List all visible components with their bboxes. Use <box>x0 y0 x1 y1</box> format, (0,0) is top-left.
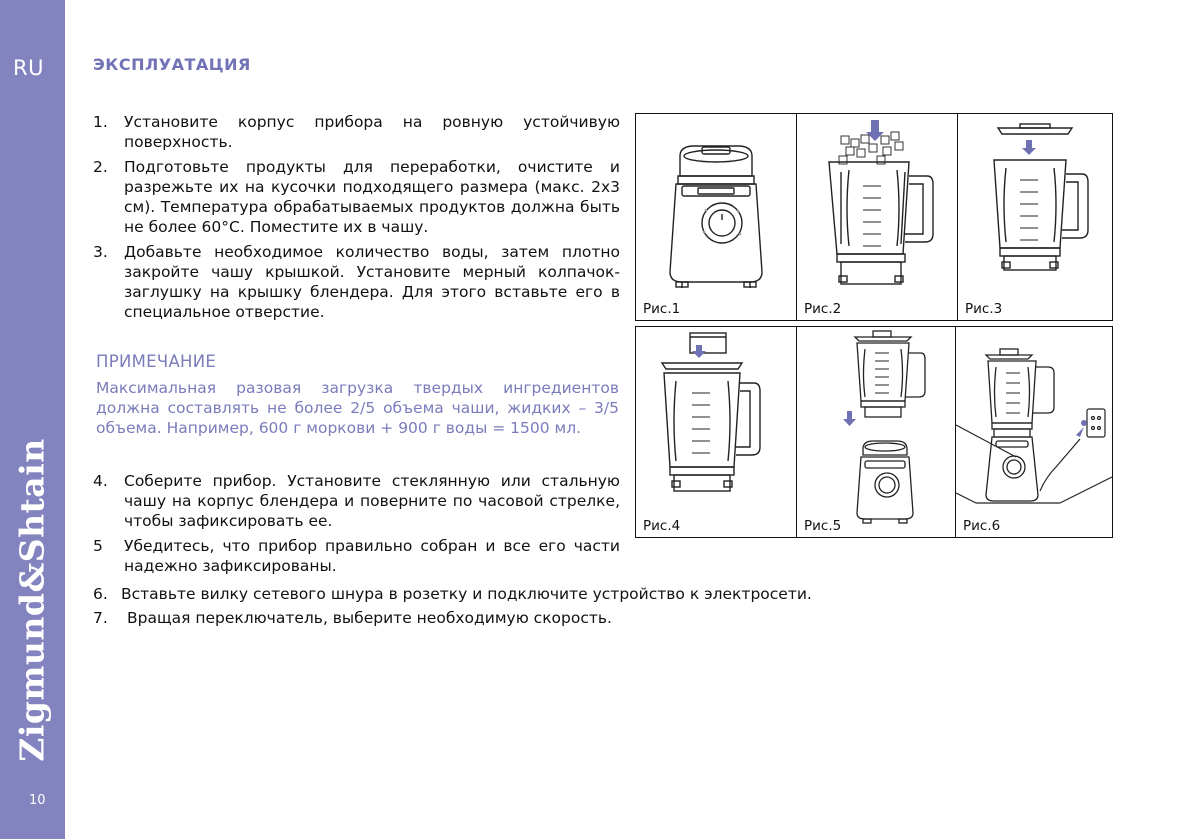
list-item <box>93 242 620 322</box>
list-item <box>93 536 620 576</box>
figure-caption: Рис.2 <box>804 301 842 317</box>
step-text: Вставьте вилку сетевого шнура в розетку и подключите устройство к электросети. <box>121 585 812 603</box>
steps-list <box>93 112 620 327</box>
section-title: ЭКСПЛУАТАЦИЯ <box>93 55 251 74</box>
figure-6 <box>955 326 1113 538</box>
figure-4 <box>635 326 798 538</box>
step-text: Установите корпус прибора на ровную устойчивую поверхность. <box>124 113 620 151</box>
figure-caption: Рис.4 <box>643 518 681 534</box>
jar-onto-base-icon <box>797 327 956 537</box>
figure-caption: Рис.6 <box>963 518 1001 534</box>
figure-5 <box>796 326 957 538</box>
list-item <box>93 609 612 627</box>
step-text: Вращая переключатель, выберите необходимую скорость. <box>127 609 612 627</box>
figure-2 <box>796 113 959 321</box>
note-text: Максимальная разовая загрузка твердых ингредиентов должна составлять не более 2/5 объема чаши, жидких – 3/5 объема. Например, 600 г моркови + 900 г воды = 1500 мл. <box>96 379 619 437</box>
step-text: Добавьте необходимое количество воды, затем плотно закройте чашу крышкой. Установите мерный колпачок-заглушку на крышку блендера. Для этого вставьте его в специальное отверстие. <box>124 243 620 321</box>
step-number: 4. <box>93 472 108 490</box>
figure-caption: Рис.3 <box>965 301 1003 317</box>
step-number: 6. <box>93 585 108 603</box>
figure-3 <box>957 113 1113 321</box>
brand-logo: Zigmund&Shtain <box>12 438 52 762</box>
step-number: 7. <box>93 609 108 627</box>
list-item <box>93 471 620 531</box>
list-item <box>93 157 620 237</box>
list-item <box>93 585 812 603</box>
step-number: 3. <box>93 243 108 261</box>
jar-with-lid-icon <box>958 114 1112 320</box>
step-text: Убедитесь, что прибор правильно собран и все его части надежно зафиксированы. <box>124 537 620 575</box>
step-number: 2. <box>93 158 108 176</box>
figure-1 <box>635 113 798 321</box>
note-title: ПРИМЕЧАНИЕ <box>96 352 217 371</box>
step-text: Соберите прибор. Установите стеклянную или стальную чашу на корпус блендера и поверните по часовой стрелке, чтобы зафиксировать ее. <box>124 472 620 530</box>
figure-caption: Рис.1 <box>643 301 681 317</box>
steps-list-2 <box>93 471 620 581</box>
blender-base-icon <box>636 114 797 320</box>
step-number: 1. <box>93 113 108 131</box>
step-text: Подготовьте продукты для переработки, очистите и разрежьте их на кусочки подходящего размера (макс. 2х3 см). Температура обрабатываемых продуктов должна быть не более 60°С. Поместите их в чашу. <box>124 158 620 236</box>
plug-in-socket-icon <box>956 327 1112 537</box>
figure-caption: Рис.5 <box>804 518 842 534</box>
jar-with-food-icon <box>797 114 958 320</box>
sidebar <box>0 0 65 839</box>
page-number: 10 <box>29 793 46 808</box>
language-label: RU <box>13 56 44 80</box>
measuring-cap-icon <box>636 327 797 537</box>
list-item <box>93 112 620 152</box>
step-number: 5 <box>93 537 103 555</box>
